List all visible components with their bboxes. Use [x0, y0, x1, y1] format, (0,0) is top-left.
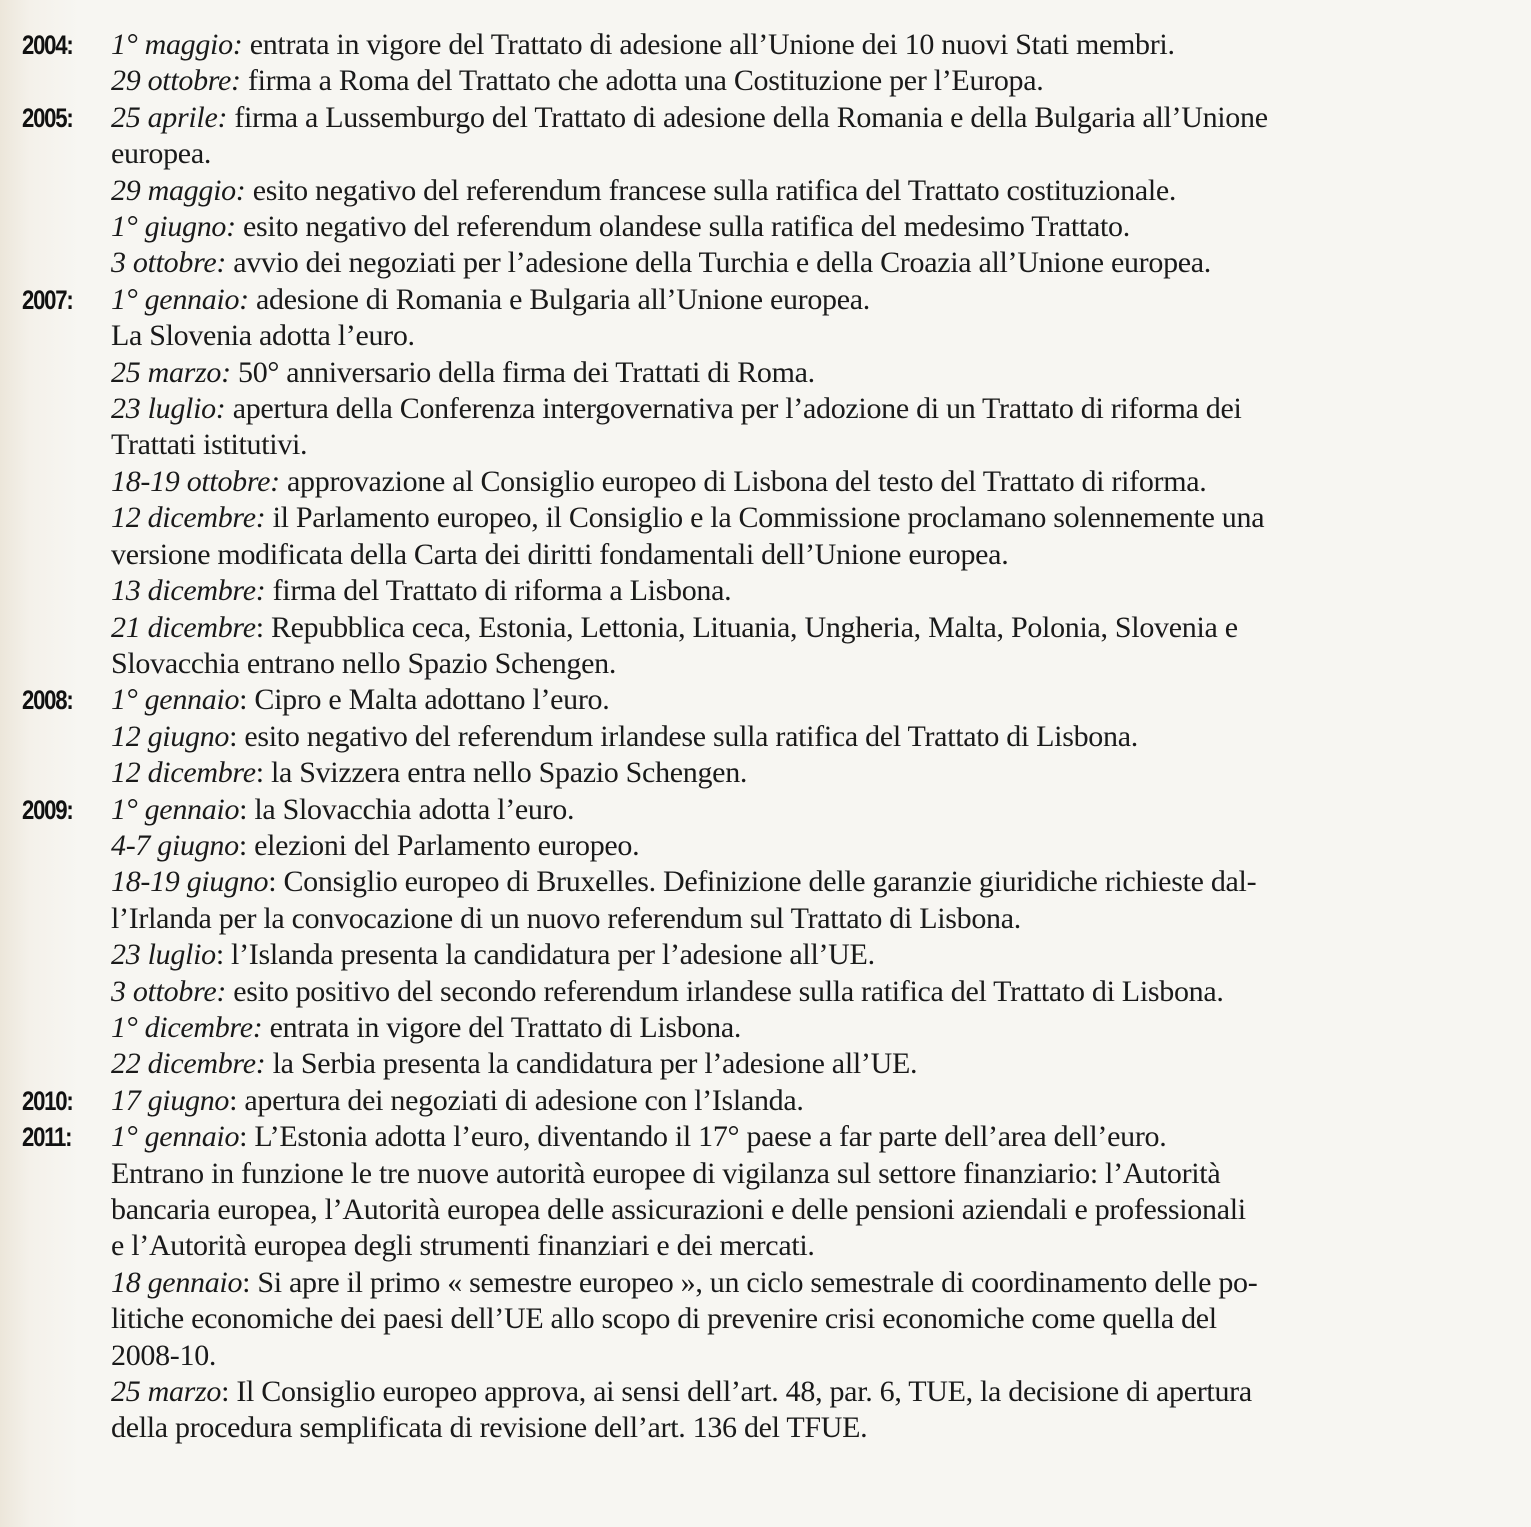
event-date: 1° dicembre: — [111, 1010, 263, 1044]
chronology-line — [111, 792, 1441, 828]
event-text: europea. — [111, 137, 212, 171]
event-date: 12 giugno — [111, 719, 230, 753]
chronology-line — [111, 1156, 1441, 1192]
year-label: 2010: — [22, 1085, 73, 1116]
chronology-line — [111, 1410, 1441, 1446]
event-text: entrata in vigore del Trattato di Lisbona. — [262, 1010, 742, 1044]
event-text: 50° anniversario della firma dei Trattati di Roma. — [230, 355, 815, 389]
event-text: firma a Roma del Trattato che adotta una Costituzione per l’Europa. — [240, 64, 1044, 98]
event-text: : Repubblica ceca, Estonia, Lettonia, Lituania, Ungheria, Malta, Polonia, Slovenia e — [255, 610, 1238, 644]
event-text: entrata in vigore del Trattato di adesione all’Unione dei 10 nuovi Stati membri. — [242, 28, 1175, 61]
year-label: 2007: — [22, 284, 73, 315]
year-label: 2011: — [22, 1122, 72, 1153]
chronology-line — [111, 1083, 1441, 1119]
event-text: firma a Lussemburgo del Trattato di adesione della Romania e della Bulgaria all’Unione — [227, 100, 1268, 134]
event-date: 23 luglio: — [111, 392, 226, 426]
year-label: 2005: — [22, 102, 73, 133]
event-date: 18 gennaio — [111, 1265, 243, 1299]
event-text: della procedura semplificata di revisione dell’art. 136 del TFUE. — [111, 1411, 868, 1445]
event-date: 25 marzo — [111, 1375, 222, 1409]
chronology-line — [111, 1192, 1441, 1228]
year-block — [0, 682, 1531, 791]
event-date: 12 dicembre: — [111, 501, 266, 535]
event-text: versione modificata della Carta dei diritti fondamentali dell’Unione europea. — [111, 537, 1009, 571]
event-date: 13 dicembre: — [111, 574, 266, 608]
event-text: la Serbia presenta la candidatura per l’adesione all’UE. — [265, 1047, 918, 1081]
chronology-line — [111, 1228, 1441, 1264]
event-text: approvazione al Consiglio europeo di Lisbona del testo del Trattato di riforma. — [279, 464, 1207, 498]
chronology-line — [111, 500, 1441, 536]
event-text: : esito negativo del referendum irlandese sulla ratifica del Trattato di Lisbona. — [229, 719, 1138, 753]
event-text: Slovacchia entrano nello Spazio Schengen. — [111, 646, 617, 680]
chronology-line — [111, 755, 1441, 791]
chronology-line — [111, 427, 1441, 463]
event-text: esito positivo del secondo referendum irlandese sulla ratifica del Trattato di Lisbona. — [226, 974, 1224, 1008]
event-text: : Il Consiglio europeo approva, ai sensi dell’art. 48, par. 6, TUE, la decisione di apertura — [221, 1375, 1252, 1409]
event-text: firma del Trattato di riforma a Lisbona. — [265, 574, 732, 608]
event-date: 1° gennaio — [111, 792, 240, 826]
year-block — [0, 1119, 1531, 1447]
chronology-line — [111, 173, 1441, 209]
event-date: 23 luglio — [111, 938, 216, 972]
chronology-line — [111, 282, 1441, 318]
chronology-line — [111, 937, 1441, 973]
chronology-line — [111, 828, 1441, 864]
chronology-line — [111, 1010, 1441, 1046]
event-date: 21 dicembre — [111, 610, 256, 644]
event-text: apertura della Conferenza intergovernativa per l’adozione di un Trattato di riforma dei — [225, 392, 1242, 426]
chronology-line — [111, 27, 1441, 63]
event-date: 1° gennaio: — [111, 282, 249, 316]
chronology-line — [111, 136, 1441, 172]
event-text: Trattati istitutivi. — [111, 428, 308, 462]
event-text: : l’Islanda presenta la candidatura per l’adesione all’UE. — [215, 938, 875, 972]
event-date: 29 maggio: — [111, 173, 246, 207]
chronology-line — [111, 1265, 1441, 1301]
event-date: 18-19 giugno — [111, 865, 269, 899]
event-text: 2008-10. — [111, 1338, 217, 1372]
year-block — [0, 282, 1531, 682]
event-text: il Parlamento europeo, il Consiglio e la Commissione proclamano solennemente una — [265, 501, 1265, 535]
event-date: 1° gennaio — [111, 683, 240, 717]
chronology-line — [111, 864, 1441, 900]
event-date: 17 giugno — [111, 1083, 230, 1117]
year-label: 2004: — [22, 30, 73, 60]
chronology-page — [0, 27, 1531, 1447]
year-block — [0, 792, 1531, 1083]
chronology-line — [111, 1338, 1441, 1374]
chronology-line — [111, 537, 1441, 573]
chronology-line — [111, 901, 1441, 937]
event-date: 29 ottobre: — [111, 64, 241, 98]
event-text: La Slovenia adotta l’euro. — [111, 319, 415, 353]
event-text: : apertura dei negoziati di adesione con l’Islanda. — [229, 1083, 804, 1117]
year-entries — [111, 100, 1441, 282]
chronology-line — [111, 209, 1441, 245]
chronology-line — [111, 100, 1441, 136]
event-date: 25 aprile: — [111, 100, 228, 134]
event-date: 12 dicembre — [111, 756, 256, 790]
chronology-line — [111, 391, 1441, 427]
year-entries — [111, 792, 1441, 1083]
event-date: 25 marzo: — [111, 355, 231, 389]
event-date: 18-19 ottobre: — [111, 464, 280, 498]
chronology-line — [111, 318, 1441, 354]
chronology-line — [111, 610, 1441, 646]
chronology-line — [111, 719, 1441, 755]
event-date: 1° giugno: — [111, 210, 236, 244]
event-date: 4-7 giugno — [111, 828, 239, 862]
chronology-line — [111, 1119, 1441, 1155]
event-text: : Cipro e Malta adottano l’euro. — [239, 683, 610, 717]
event-date: 1° gennaio — [111, 1120, 240, 1154]
year-entries — [111, 1083, 1441, 1119]
chronology-line — [111, 245, 1441, 281]
event-date: 1° maggio: — [111, 28, 243, 61]
event-text: : Consiglio europeo di Bruxelles. Definizione delle garanzie giuridiche richieste dal- — [268, 865, 1257, 899]
year-entries — [111, 1119, 1441, 1447]
event-text: l’Irlanda per la convocazione di un nuovo referendum sul Trattato di Lisbona. — [111, 901, 1021, 935]
event-text: e l’Autorità europea degli strumenti finanziari e dei mercati. — [111, 1229, 815, 1263]
event-text: Entrano in funzione le tre nuove autorità europee di vigilanza sul settore finanziario: l’Autorità — [111, 1156, 1221, 1190]
chronology-line — [111, 355, 1441, 391]
event-text: bancaria europea, l’Autorità europea delle assicurazioni e delle pensioni aziendali e professionali — [111, 1193, 1246, 1226]
event-text: : la Svizzera entra nello Spazio Schengen. — [255, 756, 748, 790]
chronology-line — [111, 1301, 1441, 1337]
year-block — [0, 27, 1531, 100]
event-text: adesione di Romania e Bulgaria all’Unione europea. — [248, 282, 870, 316]
chronology-line — [111, 1374, 1441, 1410]
year-label: 2008: — [22, 685, 73, 716]
event-text: esito negativo del referendum olandese sulla ratifica del medesimo Trattato. — [235, 210, 1130, 244]
event-date: 3 ottobre: — [111, 974, 227, 1008]
event-text: avvio dei negoziati per l’adesione della Turchia e della Croazia all’Unione europea. — [226, 246, 1211, 280]
chronology-line — [111, 974, 1441, 1010]
chronology-line — [111, 1046, 1441, 1082]
chronology-line — [111, 63, 1441, 99]
event-text: : elezioni del Parlamento europeo. — [238, 828, 640, 862]
year-label: 2009: — [22, 794, 73, 825]
event-date: 3 ottobre: — [111, 246, 227, 280]
year-block — [0, 1083, 1531, 1119]
chronology-line — [111, 464, 1441, 500]
year-block — [0, 100, 1531, 282]
event-text: : la Slovacchia adotta l’euro. — [239, 792, 575, 826]
event-text: : L’Estonia adotta l’euro, diventando il 17° paese a far parte dell’area dell’euro. — [239, 1120, 1167, 1154]
event-text: : Si apre il primo « semestre europeo », un ciclo semestrale di coordinamento delle po- — [242, 1265, 1258, 1299]
chronology-line — [111, 682, 1441, 718]
event-text: esito negativo del referendum francese sulla ratifica del Trattato costituzionale. — [245, 173, 1177, 207]
year-entries — [111, 682, 1441, 791]
year-entries — [111, 282, 1441, 682]
chronology-line — [111, 646, 1441, 682]
event-text: litiche economiche dei paesi dell’UE allo scopo di prevenire crisi economiche come quella del — [111, 1302, 1217, 1336]
year-entries — [111, 27, 1441, 100]
chronology-line — [111, 573, 1441, 609]
event-date: 22 dicembre: — [111, 1047, 266, 1081]
